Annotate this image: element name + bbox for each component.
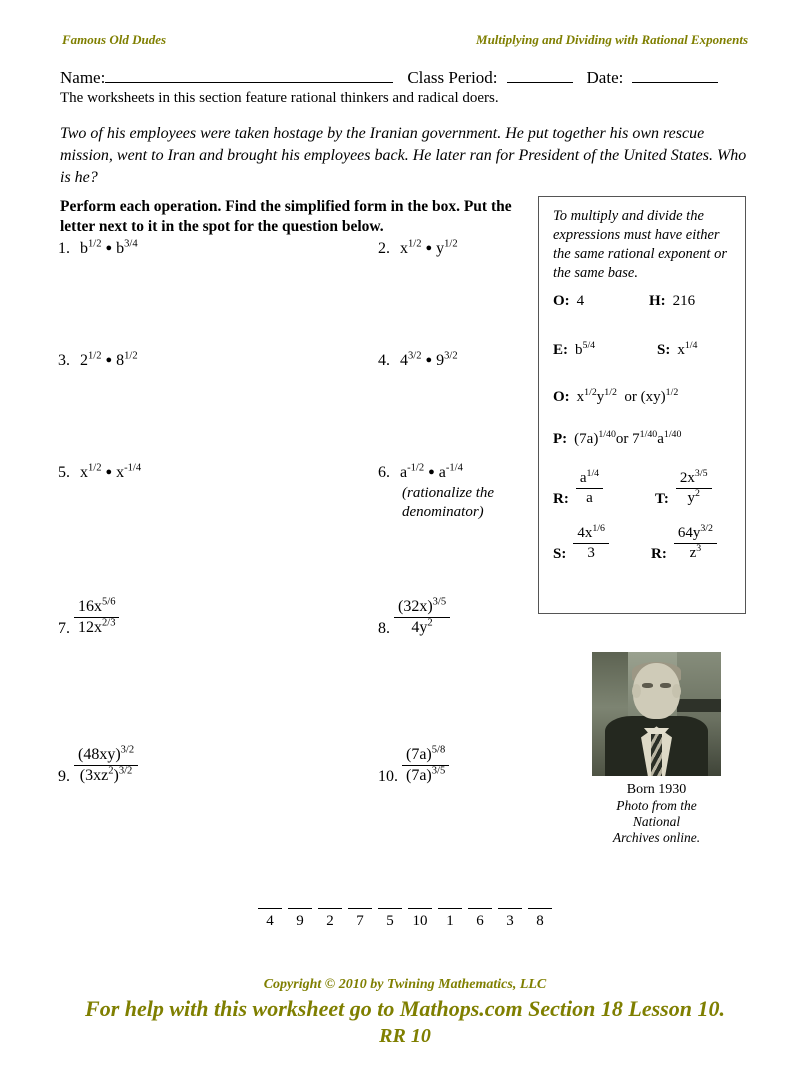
problem-4-expression: $4^{3/2}$ ● $9^{3/2}$: [400, 350, 458, 369]
answer-blank-number: 3: [506, 913, 514, 929]
multiply-dot-icon: ●: [105, 354, 113, 366]
problem-9: [58, 744, 138, 787]
answer-row: [539, 523, 745, 567]
problem-7-number: 7.: [58, 620, 70, 638]
answer-blank-line[interactable]: [438, 908, 462, 909]
problem-8-number: 8.: [378, 620, 390, 638]
class-period-label: Class Period:: [407, 68, 498, 87]
answer-row: [539, 431, 745, 471]
answer-key-letter: S:: [657, 342, 671, 358]
photo-ear-right: [672, 684, 681, 698]
answer-choice-O-4[interactable]: [553, 293, 584, 310]
multiply-dot-icon: ●: [425, 242, 433, 254]
denominator: $(3xz^2)^{3/2}$: [74, 765, 138, 785]
problem-3-number: 3.: [58, 352, 70, 369]
answer-value: $x^{1/4}$: [677, 340, 698, 358]
running-head: [62, 32, 748, 50]
answer-blank-slot[interactable]: [406, 908, 434, 929]
answer-value: [573, 525, 609, 562]
numerator: $a^{1/4}$: [579, 468, 600, 486]
multiply-dot-icon: ●: [105, 466, 113, 478]
answer-blank-number: 9: [296, 913, 304, 929]
multiply-dot-icon: ●: [428, 466, 435, 478]
student-info-line: [60, 68, 750, 92]
answer-choices-box: [538, 196, 746, 614]
answer-value: $x^{1/2}y^{1/2}$ or (xy)$^{1/2}$: [576, 387, 679, 405]
directions-text: Perform each operation. Find the simplified form in the box. Put the letter next to it in the spot for the question below.: [60, 198, 512, 235]
problem-1-number: 1.: [58, 240, 70, 257]
running-head-right: Multiplying and Dividing with Rational Exponents: [476, 32, 748, 47]
answer-blank-slot[interactable]: [526, 908, 554, 929]
problem-3-expression: $2^{1/2}$ ● $8^{1/2}$: [80, 350, 138, 369]
problem-6-expression: $a^{-1/2}$ ● $a^{-1/4}$: [400, 462, 463, 481]
answer-row: [539, 389, 745, 429]
date-label: Date:: [586, 68, 624, 87]
problem-8-expression: [394, 598, 450, 637]
answer-blank-line[interactable]: [378, 908, 402, 909]
answer-box-hint: To multiply and divide the expressions must have either the same rational exponent or the same base.: [553, 208, 727, 281]
answer-choice-E-b54[interactable]: [553, 342, 595, 359]
photo-eye-right: [660, 683, 670, 688]
problem-5-expression: $x^{1/2}$ ● $x^{-1/4}$: [80, 462, 142, 481]
denominator: a: [576, 488, 603, 507]
numerator: $4x^{1/6}$: [577, 523, 605, 541]
answer-value: [674, 525, 717, 562]
denominator: $12x^{2/3}$: [74, 617, 119, 637]
answer-key-letter: R:: [553, 490, 569, 507]
problem-1-expression: $b^{1/2}$ ● $b^{3/4}$: [80, 238, 138, 257]
photo-ear-left: [632, 684, 641, 698]
section-subnote: The worksheets in this section feature rational thinkers and radical doers.: [60, 90, 499, 106]
answer-choice-S-4x-over-3[interactable]: [553, 523, 609, 564]
answer-key-letter: R:: [651, 545, 667, 562]
answer-blank-line[interactable]: [348, 908, 372, 909]
answer-value: $(7a)^{1/40}or$ $7^{1/40}a^{1/40}$: [574, 429, 682, 447]
denominator: $z^3$: [674, 543, 717, 562]
problem-4-number: 4.: [378, 352, 390, 369]
photo-block: [592, 652, 721, 846]
answer-key-letter: T:: [655, 490, 669, 507]
answer-blank-slot[interactable]: [346, 908, 374, 929]
answer-choice-S-x14[interactable]: [657, 342, 697, 359]
answer-blank-number: 8: [536, 913, 544, 929]
problem-6-number: 6.: [378, 464, 390, 481]
answer-blank-number: 10: [412, 913, 428, 929]
answer-blank-line[interactable]: [318, 908, 342, 909]
answer-blanks-row: [0, 908, 810, 929]
answer-blank-line[interactable]: [468, 908, 492, 909]
multiply-dot-icon: ●: [105, 242, 113, 254]
photo-tie: [651, 734, 663, 776]
answer-value: 4: [576, 293, 585, 309]
answer-choice-R-a-over-a[interactable]: [553, 468, 603, 509]
problem-7: [58, 596, 119, 639]
answer-blank-line[interactable]: [258, 908, 282, 909]
help-text: For help with this worksheet go to Mathops.com Section 18 Lesson 10.: [85, 996, 725, 1021]
answer-blank-slot[interactable]: [316, 908, 344, 929]
answer-blank-slot[interactable]: [286, 908, 314, 929]
denominator: $4y^2$: [394, 617, 450, 637]
name-label: Name:: [60, 68, 106, 87]
problem-2: [378, 240, 458, 258]
numerator: $2x^{3/5}$: [679, 468, 708, 486]
riddle-paragraph: Two of his employees were taken hostage by the Iranian government. He put together his own rescue mission, went to Iran and brought his employees back. He later ran for President of the United States. Who is he?: [60, 125, 747, 186]
problem-3: [58, 352, 138, 370]
problem-10-expression: [402, 746, 449, 785]
answer-blank-number: 4: [266, 913, 274, 929]
answer-row: [539, 468, 745, 512]
answer-key-letter: E:: [553, 342, 568, 358]
problem-10-number: 10.: [378, 768, 398, 786]
problem-2-expression: $x^{1/2}$ ● $y^{1/2}$: [400, 238, 458, 257]
answer-key-letter: O:: [553, 293, 570, 309]
answer-blank-line[interactable]: [498, 908, 522, 909]
answer-key-letter: P:: [553, 431, 568, 447]
portrait-photo: [592, 652, 721, 776]
problem-8: [378, 596, 450, 639]
running-head-left: Famous Old Dudes: [62, 32, 167, 47]
problem-1: [58, 240, 138, 258]
copyright-text: Copyright © 2010 by Twining Mathematics, LLC: [263, 977, 547, 992]
denominator: 3: [573, 543, 609, 562]
answer-blank-slot[interactable]: [496, 908, 524, 929]
answer-blank-line[interactable]: [288, 908, 312, 909]
photo-background-bar: [677, 699, 721, 711]
answer-key-letter: O:: [553, 389, 570, 405]
answer-blank-slot[interactable]: [256, 908, 284, 929]
answer-blank-slot[interactable]: [466, 908, 494, 929]
numerator: $(48xy)^{3/2}$: [78, 744, 135, 763]
answer-value: [576, 470, 603, 507]
multiply-dot-icon: ●: [425, 354, 433, 366]
problem-9-expression: [74, 746, 138, 785]
answer-value: $b^{5/4}$: [575, 340, 596, 358]
photo-eye-left: [642, 683, 652, 688]
problem-6: [378, 464, 528, 522]
name-input[interactable]: [105, 68, 393, 83]
answer-value: [676, 470, 712, 507]
problem-5-number: 5.: [58, 464, 70, 481]
answer-blank-number: 1: [446, 913, 454, 929]
class-period-input[interactable]: [507, 68, 573, 83]
answer-row: [539, 342, 745, 382]
answer-blank-number: 2: [326, 913, 334, 929]
worksheet-code: RR 10: [379, 1025, 431, 1047]
denominator: $y^2$: [676, 488, 712, 507]
answer-blank-slot[interactable]: [436, 908, 464, 929]
answer-choice-R-64y-over-z3[interactable]: [651, 523, 717, 564]
answer-blank-line[interactable]: [528, 908, 552, 909]
numerator: $16x^{5/6}$: [78, 596, 116, 615]
answer-choice-T-2x-over-y2[interactable]: [655, 468, 712, 509]
problem-7-expression: [74, 598, 119, 637]
page-footer: [0, 975, 810, 1049]
numerator: $(32x)^{3/5}$: [398, 596, 447, 615]
numerator: $64y^{3/2}$: [677, 523, 713, 541]
photo-caption-source-line2: Archives online.: [612, 830, 701, 845]
answer-blank-number: 7: [356, 913, 364, 929]
answer-blank-number: 6: [476, 913, 484, 929]
denominator: $(7a)^{3/5}$: [402, 765, 449, 785]
answer-choice-H-216[interactable]: [649, 293, 695, 310]
photo-caption-born: Born 1930: [626, 782, 687, 797]
answer-blank-line[interactable]: [408, 908, 432, 909]
answer-choice-O-xy-half[interactable]: [553, 389, 678, 406]
problem-9-number: 9.: [58, 768, 70, 786]
problem-2-number: 2.: [378, 240, 390, 257]
photo-caption-source-line1: Photo from the National: [616, 798, 697, 829]
answer-blank-slot[interactable]: [376, 908, 404, 929]
answer-choice-P-7a-fortieth[interactable]: [553, 431, 681, 448]
problem-4: [378, 352, 458, 370]
problem-6-note: (rationalize the denominator): [402, 485, 495, 520]
problem-5: [58, 464, 141, 482]
numerator: $(7a)^{5/8}$: [406, 744, 446, 763]
problem-10: [378, 744, 449, 787]
answer-row: [539, 293, 745, 333]
answer-key-letter: H:: [649, 293, 666, 309]
answer-blank-number: 5: [386, 913, 394, 929]
date-input[interactable]: [632, 68, 718, 83]
answer-key-letter: S:: [553, 545, 567, 562]
answer-value: 216: [672, 293, 696, 309]
